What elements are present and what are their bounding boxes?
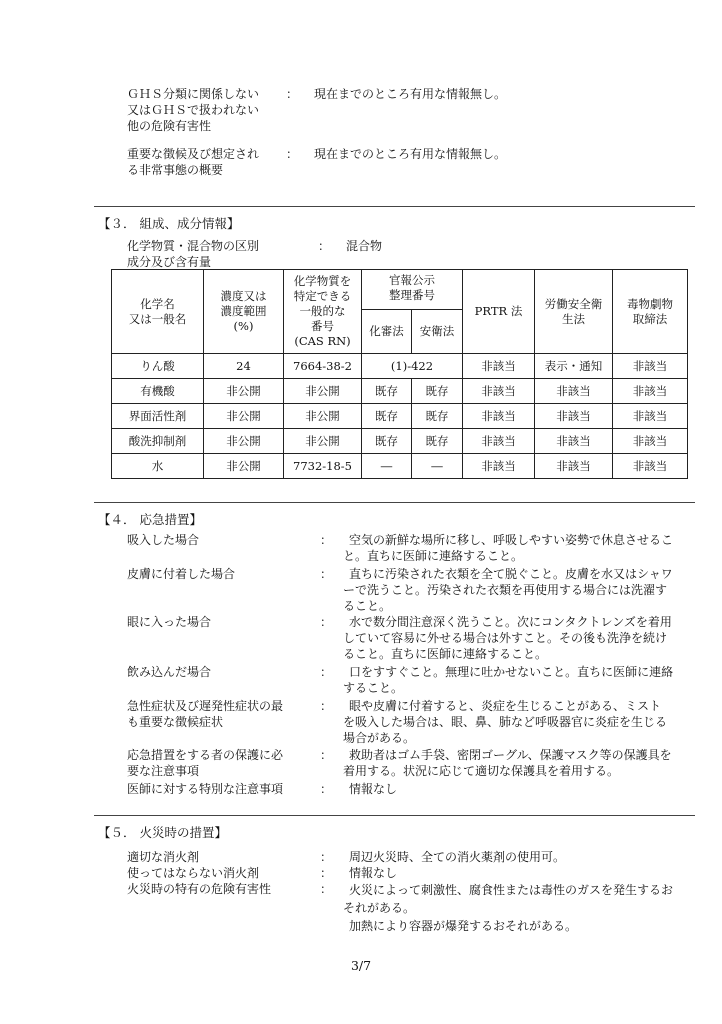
agent-label: 適切な消火剤 bbox=[127, 850, 200, 864]
header-chemical-name: 化学名 又は一般名 bbox=[112, 270, 204, 354]
colon: ： bbox=[320, 665, 333, 679]
colon: ： bbox=[320, 782, 333, 796]
colon: ： bbox=[320, 615, 333, 629]
doctor-label: 医師に対する特別な注意事項 bbox=[127, 782, 284, 796]
components-label: 成分及び含有量 bbox=[127, 255, 212, 269]
colon: ： bbox=[320, 866, 333, 880]
eye-value: 水で数分間注意深く洗うこと。次にコンタクトレンズを着用 していて容易に外せる場合は外すこと。その後も洗浄を続け ること。直ちに医師に連絡すること。 bbox=[343, 615, 672, 661]
skin-label: 皮膚に付着した場合 bbox=[127, 567, 236, 581]
swallow-label: 飲み込んだ場合 bbox=[127, 665, 212, 679]
colon: ： bbox=[320, 533, 333, 547]
colon: ： bbox=[320, 748, 333, 762]
table-row: りん酸 24 7664-38-2 (1)-422 非該当 表示・通知 非該当 bbox=[112, 354, 688, 379]
header-labor-safety: 労働安全衛 生法 bbox=[535, 270, 613, 354]
table-row: 界面活性剤 非公開 非公開 既存 既存 非該当 非該当 非該当 bbox=[112, 404, 688, 429]
table-row: 酸洗抑制剤 非公開 非公開 既存 既存 非該当 非該当 非該当 bbox=[112, 429, 688, 454]
fire-hazard-label: 火災時の特有の危険有害性 bbox=[127, 882, 272, 896]
table-row: 水 非公開 7732-18-5 ― ― 非該当 非該当 非該当 bbox=[112, 454, 688, 479]
emergency-label: 重要な徴候及び想定され る非常事態の概要 bbox=[127, 147, 260, 177]
composition-table bbox=[111, 269, 688, 479]
page-number: 3/7 bbox=[350, 958, 372, 973]
substance-label: 化学物質・混合物の区別 bbox=[127, 239, 260, 253]
section5-title: 【５． 火災時の措置】 bbox=[98, 825, 227, 840]
symptom-value: 眼や皮膚に付着すると、炎症を生じることがある、ミスト を吸入した場合は、眼、鼻、肺など呼吸器官に炎症を生じる 場合がある。 bbox=[343, 699, 668, 745]
protect-label: 応急措置をする者の保護に必 要な注意事項 bbox=[127, 748, 284, 778]
inhale-label: 吸入した場合 bbox=[127, 533, 200, 547]
swallow-value: 口をすすぐこと。無理に吐かせないこと。直ちに医師に連絡 すること。 bbox=[343, 665, 674, 695]
header-anei: 安衛法 bbox=[412, 310, 463, 354]
colon: ： bbox=[320, 882, 333, 896]
substance-value: 混合物 bbox=[346, 239, 383, 253]
protect-value: 救助者はゴム手袋、密閉ゴーグル、保護マスク等の保護具を 着用する。状況に応じて適切な保護具を着用する。 bbox=[343, 748, 672, 778]
section3-title: 【３． 組成、成分情報】 bbox=[98, 216, 240, 231]
colon: ： bbox=[286, 87, 299, 101]
header-concentration: 濃度又は 濃度範囲 (%) bbox=[204, 270, 284, 354]
header-prtr: PRTR 法 bbox=[463, 270, 535, 354]
colon: ： bbox=[318, 239, 331, 253]
eye-label: 眼に入った場合 bbox=[127, 615, 212, 629]
header-cas-number: 化学物質を 特定できる 一般的な 番号 (CAS RN) bbox=[284, 270, 362, 354]
emergency-value: 現在までのところ有用な情報無し。 bbox=[314, 147, 507, 161]
colon: ： bbox=[286, 147, 299, 161]
colon: ： bbox=[320, 850, 333, 864]
forbidden-value: 情報なし bbox=[349, 866, 398, 880]
forbidden-label: 使ってはならない消火剤 bbox=[127, 866, 260, 880]
doctor-value: 情報なし bbox=[349, 782, 398, 796]
section4-title: 【４． 応急措置】 bbox=[98, 512, 202, 527]
symptom-label: 急性症状及び遅発性症状の最 も重要な徴候症状 bbox=[127, 699, 284, 729]
colon: ： bbox=[320, 567, 333, 581]
header-kashin: 化審法 bbox=[362, 310, 412, 354]
fire-hazard-value: 火災によって刺激性、腐食性または毒性のガスを発生するお それがある。 加熱により容器が爆発するおそれがある。 bbox=[343, 883, 674, 933]
table-row: 有機酸 非公開 非公開 既存 既存 非該当 非該当 非該当 bbox=[112, 379, 688, 404]
header-gazette-number: 官報公示 整理番号 bbox=[362, 270, 463, 310]
inhale-value: 空気の新鮮な場所に移し、呼吸しやすい姿勢で休息させるこ と。直ちに医師に連絡すること。 bbox=[343, 533, 674, 563]
other-hazards-value: 現在までのところ有用な情報無し。 bbox=[314, 87, 507, 101]
agent-value: 周辺火災時、全ての消火薬剤の使用可。 bbox=[349, 850, 566, 864]
colon: ： bbox=[320, 699, 333, 713]
other-hazards-label: ＧＨＳ分類に関係しない 又はＧＨＳで扱われない 他の危険有害性 bbox=[127, 87, 260, 133]
header-poison-control: 毒物劇物 取締法 bbox=[613, 270, 688, 354]
skin-value: 直ちに汚染された衣類を全て脱ぐこと。皮膚を水又はシャワ ーで洗うこと。汚染された衣類を再使用する場合には洗濯す ること。 bbox=[343, 567, 673, 613]
section-divider bbox=[94, 206, 695, 207]
section-divider bbox=[94, 502, 695, 503]
section-divider bbox=[94, 815, 695, 816]
